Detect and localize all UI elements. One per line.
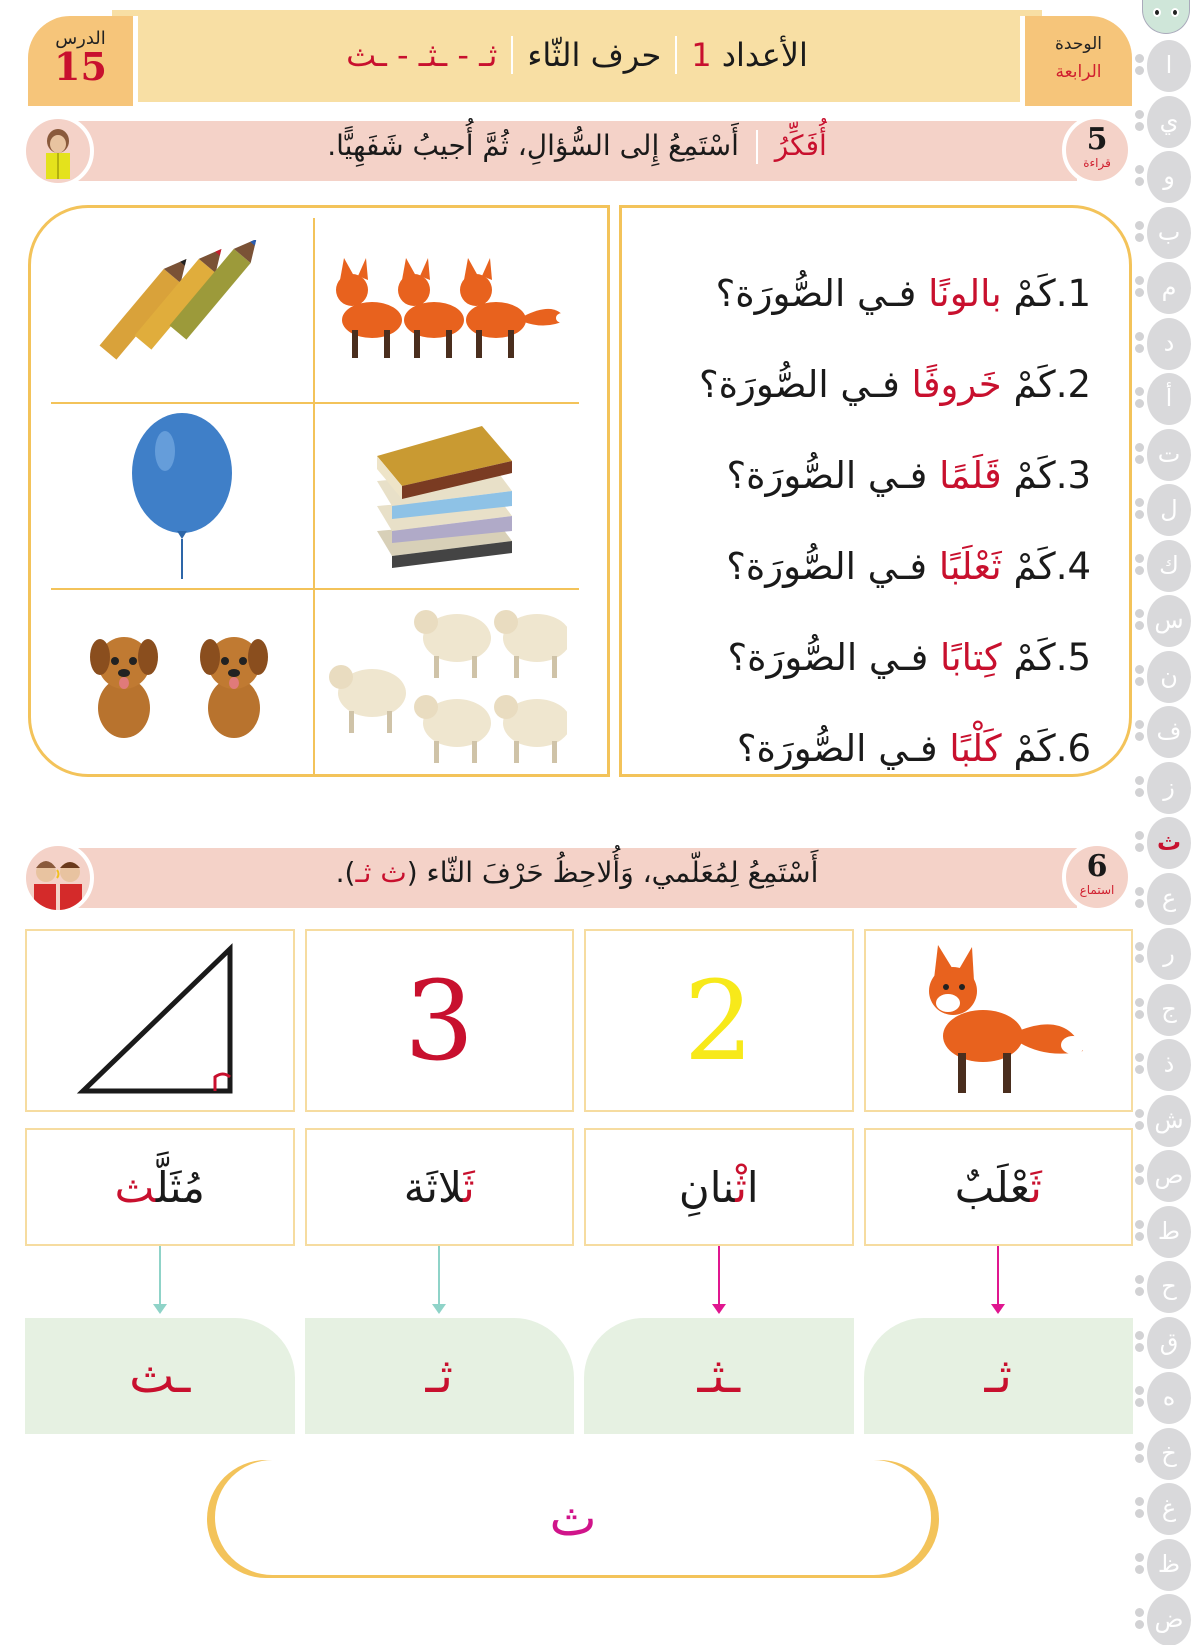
word-card-thaalab (864, 1128, 1134, 1246)
caterpillar-foot-icon (1135, 1497, 1145, 1519)
question-pre: كَمْ (1013, 272, 1056, 315)
sheep-icon (327, 598, 567, 768)
question-keyword: بالونًا (928, 272, 1002, 315)
activity-type: قراءة (1083, 156, 1111, 170)
alphabet-bead: ظ (1147, 1539, 1191, 1591)
unit-name: الرابعة (1055, 62, 1102, 82)
dogs-icon (82, 623, 282, 743)
word-part: نانِ (678, 1162, 736, 1212)
isolated-letter-box (207, 1460, 939, 1578)
caterpillar-foot-icon (1135, 831, 1145, 853)
down-arrow-icon (305, 1246, 575, 1318)
keyword-divider (756, 130, 758, 164)
word-text (115, 1163, 205, 1212)
question-pre: كَمْ (1013, 363, 1056, 406)
letter-form-card: ـث (25, 1318, 295, 1434)
highlighted-letter: ثَ (1030, 1162, 1042, 1212)
image-cards-row (25, 929, 1133, 1112)
word-card-thalatha (305, 1128, 575, 1246)
caterpillar-foot-icon (1135, 554, 1145, 576)
caterpillar-foot-icon (1135, 165, 1145, 187)
caterpillar-foot-icon (1135, 443, 1145, 465)
topic-number: 1 (691, 36, 712, 74)
question-number: 1. (1055, 272, 1091, 315)
caterpillar-foot-icon (1135, 276, 1145, 298)
activity6-banner (22, 842, 1132, 914)
letter-form-card: ثـ (864, 1318, 1134, 1434)
question-number: 2. (1055, 363, 1091, 406)
word-card-ithnan (584, 1128, 854, 1246)
page-title (152, 36, 1002, 74)
digit-three: 3 (404, 956, 475, 1085)
highlighted-letter: ث (114, 1162, 156, 1212)
alphabet-rail (1132, 0, 1204, 1645)
lesson-header (22, 10, 1132, 105)
unit-label: الوحدة (1054, 34, 1103, 54)
alphabet-bead: ض (1147, 1594, 1191, 1645)
word-card-muthallath (25, 1128, 295, 1246)
title-divider (675, 36, 677, 74)
activity5-instruction (132, 129, 1022, 164)
caterpillar-foot-icon (1135, 54, 1145, 76)
down-arrow-icon (584, 1246, 854, 1318)
alphabet-bead: د (1147, 318, 1191, 370)
question-post: فـي الصُّورَة؟ (727, 636, 929, 679)
pictures-panel (28, 205, 610, 777)
word-part: لاثَة (403, 1162, 464, 1212)
caterpillar-foot-icon (1135, 387, 1145, 409)
word-text (404, 1163, 475, 1212)
caterpillar-foot-icon (1135, 1386, 1145, 1408)
caterpillar-foot-icon (1135, 1220, 1145, 1242)
fox-card (864, 929, 1134, 1112)
fox-icon (908, 941, 1088, 1101)
alphabet-bead: و (1147, 151, 1191, 203)
caterpillar-head-icon (1142, 0, 1190, 34)
caterpillar-foot-icon (1135, 776, 1145, 798)
question-item (699, 612, 1091, 703)
alphabet-bead: ر (1147, 928, 1191, 980)
activity6-number-badge (1062, 842, 1132, 912)
question-item (699, 339, 1091, 430)
right-triangle-icon (75, 941, 245, 1101)
caterpillar-foot-icon (1135, 887, 1145, 909)
caterpillar-foot-icon (1135, 110, 1145, 132)
question-item (699, 430, 1091, 521)
digit-two-card (584, 929, 854, 1112)
question-keyword: خَروفًا (911, 363, 1002, 406)
letter-form-card: ـثـ (584, 1318, 854, 1434)
highlighted-letter: ثَ (463, 1162, 475, 1212)
activity5-number-badge (1062, 115, 1132, 185)
instruction-letters: ث ثـ (355, 856, 407, 889)
topic-title (691, 36, 808, 74)
activity5-banner (22, 115, 1132, 187)
caterpillar-foot-icon (1135, 1275, 1145, 1297)
word-text (955, 1163, 1042, 1212)
activity-type: استماع (1079, 883, 1115, 897)
foxes-icon (322, 250, 572, 370)
lesson-tab (28, 16, 138, 106)
alphabet-bead: م (1147, 262, 1191, 314)
alphabet-bead: ح (1147, 1261, 1191, 1313)
question-post: فـي الصُّورَة؟ (736, 727, 938, 770)
word-part: مُثَلَّ (155, 1162, 205, 1212)
question-keyword: قَلَمًا (939, 454, 1002, 497)
questions-panel (619, 205, 1132, 777)
activity-number: 5 (1086, 122, 1108, 157)
alphabet-bead: ذ (1147, 1039, 1191, 1091)
caterpillar-foot-icon (1135, 498, 1145, 520)
triangle-card (25, 929, 295, 1112)
alphabet-bead: ب (1147, 207, 1191, 259)
balloon-icon (127, 411, 237, 581)
sheep-picture (315, 590, 579, 776)
alphabet-bead: ل (1147, 484, 1191, 536)
down-arrow-icon (25, 1246, 295, 1318)
question-number: 3. (1055, 454, 1091, 497)
question-pre: كَمْ (1013, 545, 1056, 588)
question-number: 4. (1055, 545, 1091, 588)
unit-tab (1020, 16, 1132, 106)
caterpillar-foot-icon (1135, 1109, 1145, 1131)
alphabet-bead: ز (1147, 762, 1191, 814)
digit-three-card (305, 929, 575, 1112)
lesson-label: الدرس (55, 28, 106, 49)
questions-list (699, 248, 1091, 794)
alphabet-bead: ك (1147, 540, 1191, 592)
letter-title: حرف الثّاء (527, 36, 662, 74)
question-pre: كَمْ (1013, 636, 1056, 679)
alphabet-bead: أ (1147, 373, 1191, 425)
question-keyword: ثَعْلَبًا (938, 545, 1002, 588)
word-part: ا (746, 1162, 759, 1212)
highlighted-letter: ثْ (735, 1162, 747, 1212)
question-item (699, 703, 1091, 794)
caterpillar-foot-icon (1135, 942, 1145, 964)
pencils-icon (87, 240, 277, 380)
eye-icon (1153, 8, 1161, 17)
word-text (679, 1163, 759, 1212)
word-cards-row (25, 1128, 1133, 1246)
eye-icon (1171, 8, 1179, 17)
reading-girl-icon (22, 115, 94, 187)
caterpillar-foot-icon (1135, 1053, 1145, 1075)
question-number: 6. (1055, 727, 1091, 770)
books-picture (315, 404, 579, 590)
pencils-picture (51, 218, 315, 404)
question-item (699, 521, 1091, 612)
activity-keyword: أُفَكِّرُ (774, 129, 827, 162)
alphabet-bead: غ (1147, 1483, 1191, 1535)
question-post: فـي الصُّورَة؟ (726, 545, 928, 588)
question-pre: كَمْ (1013, 454, 1056, 497)
books-icon (372, 421, 522, 571)
alphabet-bead: ا (1147, 40, 1191, 92)
down-arrow-icon (864, 1246, 1134, 1318)
alphabet-bead: ث (1147, 817, 1191, 869)
alphabet-bead: ق (1147, 1317, 1191, 1369)
arrows-row (25, 1246, 1133, 1318)
word-part: عْلَبٌ (954, 1162, 1031, 1212)
question-keyword: كَلْبًا (949, 727, 1002, 770)
lesson-number: 15 (54, 44, 107, 89)
caterpillar-foot-icon (1135, 665, 1145, 687)
alphabet-bead: ف (1147, 706, 1191, 758)
title-divider (511, 36, 513, 74)
caterpillar-foot-icon (1135, 998, 1145, 1020)
topic-name: الأعداد (721, 36, 808, 74)
alphabet-bead: ي (1147, 96, 1191, 148)
caterpillar-foot-icon (1135, 720, 1145, 742)
question-post: فـي الصُّورَة؟ (726, 454, 928, 497)
caterpillar-foot-icon (1135, 1164, 1145, 1186)
foxes-picture (315, 218, 579, 404)
alphabet-bead: ص (1147, 1150, 1191, 1202)
letter-forms: ثـ - ـثـ - ـث (346, 36, 498, 74)
alphabet-bead: ط (1147, 1206, 1191, 1258)
caterpillar-foot-icon (1135, 1553, 1145, 1575)
dogs-picture (51, 590, 315, 776)
letter-form-card: ثـ (305, 1318, 575, 1434)
listening-kids-icon (22, 842, 94, 914)
caterpillar-foot-icon (1135, 332, 1145, 354)
alphabet-bead: ن (1147, 651, 1191, 703)
alphabet-bead: ت (1147, 429, 1191, 481)
instruction-end: ). (335, 856, 356, 889)
alphabet-bead: خ (1147, 1428, 1191, 1480)
balloon-picture (51, 404, 315, 590)
isolated-letter: ث (215, 1460, 931, 1575)
question-item (699, 248, 1091, 339)
alphabet-bead: س (1147, 595, 1191, 647)
caterpillar-foot-icon (1135, 1331, 1145, 1353)
question-keyword: كِتابًا (940, 636, 1002, 679)
question-number: 5. (1055, 636, 1091, 679)
alphabet-bead: ش (1147, 1095, 1191, 1147)
caterpillar-foot-icon (1135, 1608, 1145, 1630)
digit-two: 2 (683, 956, 754, 1085)
alphabet-bead: ج (1147, 984, 1191, 1036)
caterpillar-foot-icon (1135, 609, 1145, 631)
alphabet-bead: ع (1147, 873, 1191, 925)
question-post: فـي الصُّورَة؟ (715, 272, 917, 315)
pictures-grid (51, 218, 579, 776)
question-pre: كَمْ (1013, 727, 1056, 770)
letter-forms-row (25, 1318, 1133, 1434)
caterpillar-foot-icon (1135, 1442, 1145, 1464)
activity6-instruction (132, 856, 1022, 889)
instruction-text: أَسْتَمِعُ لِمُعَلّمي، وَأُلاحِظُ حَرْفَ الثّاء ( (406, 856, 819, 889)
instruction-text: أَسْتَمِعُ إِلى السُّؤالِ، ثُمَّ أُجيبُ شَفَهِيًّا. (327, 129, 739, 162)
caterpillar-foot-icon (1135, 221, 1145, 243)
activity-number: 6 (1086, 849, 1108, 884)
alphabet-bead: ه (1147, 1372, 1191, 1424)
question-post: فـي الصُّورَة؟ (699, 363, 900, 406)
